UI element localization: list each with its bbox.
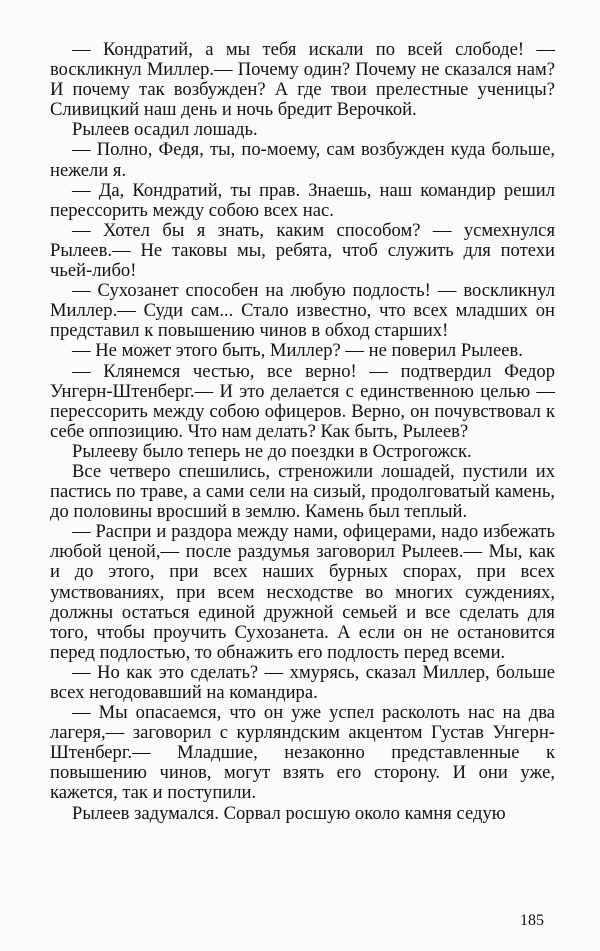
- paragraph: Рылееву было теперь не до поездки в Острогожск.: [72, 440, 472, 462]
- paragraph: Рылеев задумался. Сорвал росшую около камня седую: [72, 802, 506, 824]
- page-text: [50, 40, 555, 824]
- paragraph: — Да, Кондратий, ты прав. Знаешь, наш командир решил перессорить между собою всех нас.: [50, 179, 555, 221]
- paragraph: — Полно, Федя, ты, по-моему, сам возбужден куда больше, нежели я.: [50, 139, 555, 181]
- paragraph: — Не может этого быть, Миллер? — не поверил Рылеев.: [72, 340, 523, 362]
- paragraph: — Распри и раздора между нами, офицерами, надо избежать любой ценой,— после раздумья заговорил Рылеев.— Мы, как и до этого, при всех наших бурных спорах, при всех умствованиях, при всем несходстве во многих суждениях, должны остаться единой дружной семьей и все сделать для того, чтобы проучить Сухозанета. А если он не остановится перед подлостью, то обнажить его подлость перед всеми.: [50, 521, 555, 663]
- paragraph: — Хотел бы я знать, каким способом? — усмехнулся Рылеев.— Не таковы мы, ребята, чтоб служить для потехи чьей-либо!: [50, 219, 555, 282]
- paragraph: — Сухозанет способен на любую подлость! — воскликнул Миллер.— Суди сам... Стало известно, что всех младших он представил к повышению чинов в обход старших!: [50, 280, 555, 342]
- paragraph: — Клянемся честью, все верно! — подтвердил Федор Унгерн-Штенберг.— И это делается с единственною целью — перессорить между собою офицеров. Верно, он почувствовал к себе оппозицию. Что нам делать? Как быть, Рылеев?: [50, 360, 555, 442]
- paragraph: — Кондратий, а мы тебя искали по всей слободе! — воскликнул Миллер.— Почему один? Почему не сказался нам? И почему так возбужден? А где твои прелестные ученицы? Сливицкий наш день и ночь бредит Верочкой.: [50, 39, 555, 121]
- paragraph: — Мы опасаемся, что он уже успел расколоть нас на два лагеря,— заговорил с курляндским акцентом Густав Унгерн-Штенберг.— Младшие, незаконно представленные к повышению чинов, могут взять его сторону. И они уже, кажется, так и поступили.: [50, 702, 555, 804]
- paragraph: — Но как это сделать? — хмурясь, сказал Миллер, больше всех негодовавший на командира.: [50, 661, 555, 703]
- paragraph: Рылеев осадил лошадь.: [72, 119, 258, 141]
- page-number: 185: [520, 912, 544, 929]
- paragraph: Все четверо спешились, стреножили лошадей, пустили их пастись по траве, а сами сели на сизый, продолговатый камень, до половины вросший в землю. Камень был теплый.: [50, 460, 555, 523]
